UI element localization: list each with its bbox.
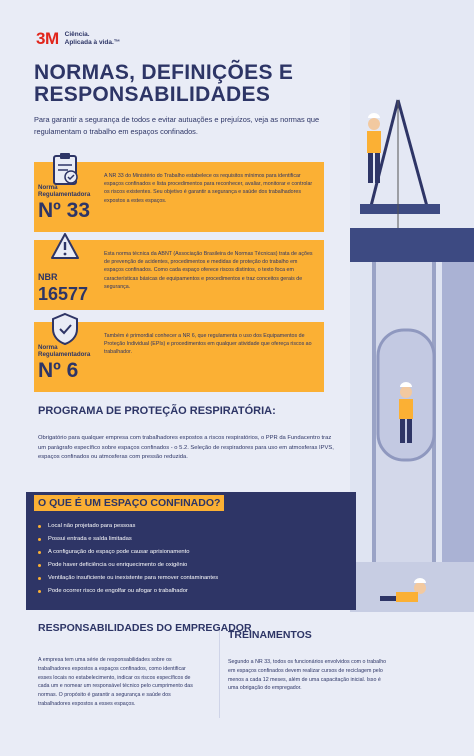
norm-card-nbr16577: [34, 240, 324, 310]
training-title: TREINAMENTOS: [228, 629, 312, 641]
norm-number: Nº 6: [38, 359, 79, 382]
list-item: A configuração do espaço pode causar aprisionamento: [34, 546, 324, 559]
page-title: NORMAS, DEFINIÇÕES E RESPONSABILIDADES: [34, 61, 294, 106]
norm-description: Também é primordial conhecer a NR 6, que regulamenta o uso dos Equipamentos de Proteção Individual (EPIs) e procedimentos em qualquer atividade que ofereça riscos ao trabalhador.: [104, 333, 312, 356]
respiratory-title: PROGRAMA DE PROTEÇÃO RESPIRATÓRIA:: [38, 405, 276, 417]
list-item: Pode ocorrer risco de engolfar ou afogar o trabalhador: [34, 585, 324, 598]
list-item: Local não projetado para pessoas: [34, 520, 324, 533]
respiratory-text: Obrigatório para qualquer empresa com trabalhadores expostos a riscos respiratórios, o PPR da Fundacentro traz um parágrafo específico sobre espaços confinados - o 5.2. Seleção de respiradores para uso em atmosferas IPVS, espaços confinados ou atmosferas com pressão reduzida.: [38, 435, 334, 461]
brand-tagline-line-1: Ciência.: [64, 31, 90, 38]
training-text: Segundo a NR 33, todos os funcionários envolvidos com o trabalho em espaços confinados devem realizar cursos de reciclagem pelo menos a cada 12 meses, além de uma capacitação inicial. Isso é uma obrigação do empregador.: [228, 659, 387, 692]
norm-number: 16577: [38, 284, 89, 304]
list-item: Possui entrada e saída limitadas: [34, 533, 324, 546]
norm-badge: [34, 240, 100, 310]
shield-check-icon: [50, 312, 80, 346]
brand-tagline-line-2: Aplicada à vida.™: [64, 39, 121, 46]
norm-kind: NBR: [38, 272, 58, 282]
warning-triangle-icon: [50, 230, 80, 264]
norm-card-nr6: [34, 322, 324, 392]
brand-logo: [36, 29, 120, 49]
column-divider: [219, 628, 220, 718]
confined-space-title: O QUE É UM ESPAÇO CONFINADO?: [34, 495, 224, 511]
clipboard-check-icon: [50, 152, 80, 186]
list-item: Ventilação insuficiente ou inexistente para remover contaminantes: [34, 572, 324, 585]
norm-badge: [34, 162, 100, 232]
brand-mark: 3M: [36, 29, 59, 48]
norm-kind: Norma Regulamentadora: [38, 344, 91, 358]
norm-description: A NR 33 do Ministério do Trabalho estabelece os requisitos mínimos para identificar espaços confinados e lista procedimentos para reconhecer, avaliar, monitorar e controlar os riscos existentes. Seu objetivo é garantir a segurança e saúde dos trabalhadores expostos a estes espaços.: [104, 173, 313, 204]
brand-tagline: [65, 31, 121, 47]
employer-text: A empresa tem uma série de responsabilidades sobre os trabalhadores expostos a espaços confinados, como identificar esses locais no estabelecimento, indicar os riscos específicos de cada um e nomear um responsável técnico pelo cumprimento das normas. O propósito é garantir a segurança e saúde dos trabalhadores expostos a esses espaços.: [38, 657, 193, 707]
confined-space-list: [34, 520, 324, 598]
norm-card-nr33: [34, 162, 324, 232]
norm-number: Nº 33: [38, 199, 91, 222]
intro-text: Para garantir a segurança de todos e evitar autuações e prejuízos, veja as normas que regulamentam o trabalho em espaços confinados.: [34, 115, 320, 136]
norm-kind: Norma Regulamentadora: [38, 184, 91, 198]
norm-badge: [34, 322, 100, 392]
list-item: Pode haver deficiência ou enriquecimento de oxigênio: [34, 559, 324, 572]
employer-title: RESPONSABILIDADES DO EMPREGADOR: [38, 622, 252, 634]
footer-bar: [0, 740, 474, 756]
norm-description: Esta norma técnica da ABNT (Associação Brasileira de Normas Técnicas) trata de ações de prevenção de acidentes, procedimentos e medidas de proteção do trabalho em espaços confinados. Como cada espaço oferece riscos distintos, o texto foca em características básicas de equipamentos e procedimentos e traz conceitos gerais de segurança.: [104, 251, 313, 290]
